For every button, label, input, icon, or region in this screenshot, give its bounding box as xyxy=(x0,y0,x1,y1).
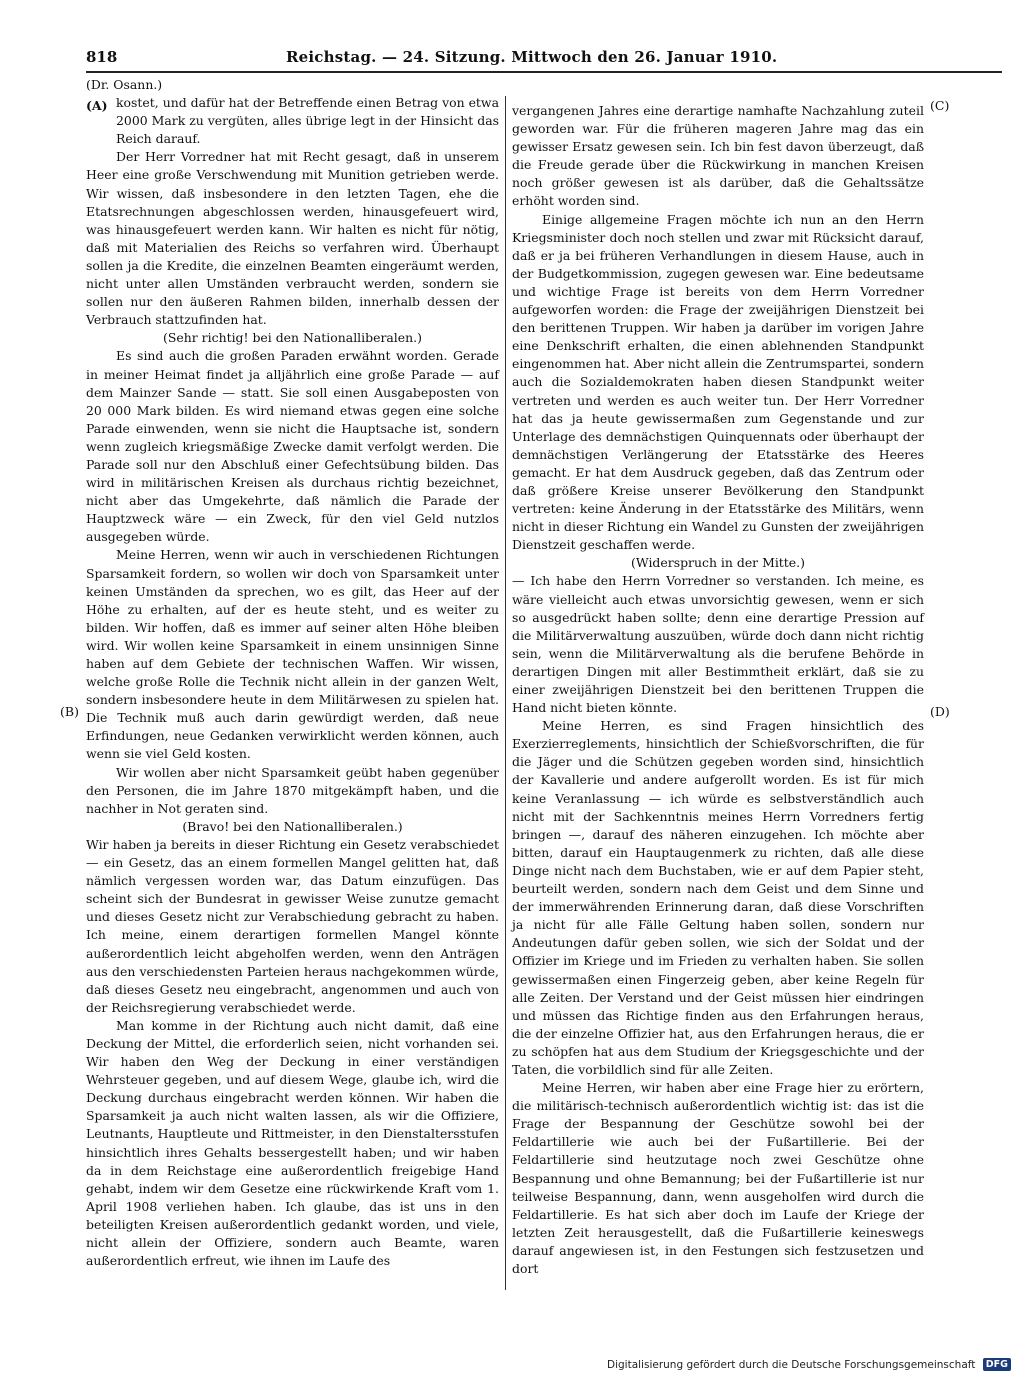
paragraph: Der Herr Vorredner hat mit Recht gesagt, daß in unserem Heer eine große Verschwendung mit Munition getrieben werde. Wir wissen, daß insbesondere in den letzten Tagen, ehe die Etatsrechnungen abgeschlossen werden, hinausgefeuert wird, was hinausgefeuert werden kann. Wir halten es nicht für nötig, daß mit Materialien des Reichs so verfahren wird. Überhaupt sollen ja die Kredite, die einzelnen Beamten eingeräumt werden, nicht unter allen Umständen verbraucht werden, sondern sie sollen nur den äußeren Rahmen bilden, innerhalb dessen der Verbrauch stattzufinden hat. xyxy=(86,149,499,328)
page-number: 818 xyxy=(86,48,118,66)
paragraph: — Ich habe den Herrn Vorredner so verstanden. Ich meine, es wäre vielleicht auch etwas unvorsichtig gewesen, wenn er sich so ausgedrückt haben sollte; denn eine derartige Pression auf die Militärverwaltung auszuüben, würde doch dann nicht richtig sein, wenn die Militärverwaltung als die berufene Behörde in derartigen Dingen mit aller Bestimmtheit erklärt, daß sie zu einer zweijährigen Dienstzeit bei den berittenen Truppen die Hand nicht bieten könnte. xyxy=(512,573,924,716)
margin-marker-b: (B) xyxy=(60,704,79,719)
page-header xyxy=(86,48,1002,70)
footer-text: Digitalisierung gefördert durch die Deutsche Forschungsgemeinschaft xyxy=(607,1359,976,1371)
interjection: (Widerspruch in der Mitte.) xyxy=(631,555,805,571)
margin-marker-a: (A) xyxy=(86,98,108,113)
paragraph: Einige allgemeine Fragen möchte ich nun an den Herrn Kriegsminister doch noch stellen und zwar mit Rücksicht darauf, daß er ja bei früheren Verhandlungen in diesem Hause, auch in der Budgetkommission, zugegen gewesen war. Eine bedeutsame und wichtige Frage ist bereits von dem Herrn Vorredner aufgeworfen worden: die Frage der zweijährigen Dienstzeit bei den berittenen Truppen. Wir haben ja darüber im vorigen Jahre eine Denkschrift erhalten, die einen ablehnenden Standpunkt eingenommen hat. Aber nicht allein die Zentrumspartei, sondern auch die Sozialdemokraten haben diesen Standpunkt weiter vertreten und werden es auch weiter tun. Der Herr Vorredner hat das ja heute gewissermaßen zum Gegenstande und zur Unterlage des demnächstigen Quinquennats oder überhaupt der demnächstigen Verlängerung der Etatsstärke des Heeres gemacht. Er hat dem Ausdruck gegeben, daß das Zentrum oder daß größere Kreise unserer Bevölkerung den Standpunkt vertreten: keine Änderung in der Etatsstärke des Militärs, wenn nicht in dieser Richtung ein Wandel zu Gunsten der zweijährigen Dienstzeit geschaffen werde. xyxy=(512,211,924,553)
margin-marker-c: (C) xyxy=(930,98,950,113)
paragraph: Es sind auch die großen Paraden erwähnt worden. Gerade in meiner Heimat findet ja alljährlich eine große Parade — auf dem Mainzer Sande — statt. Sie soll einen Ausgabeposten von 20 000 Mark bilden. Es wird niemand etwas gegen eine solche Parade einwenden, wenn sie nicht die Hauptsache ist, sondern wenn zugleich kriegsmäßige Zwecke damit verfolgt werden. Die Parade soll nur den Abschluß einer Gefechtsübung bilden. Das wird in militärischen Kreisen als durchaus richtig bezeichnet, nicht aber das Umgekehrte, daß nämlich die Parade der Hauptzweck wäre — ein Zweck, für den viel Geld nutzlos ausgegeben würde. xyxy=(86,348,499,545)
interjection: (Bravo! bei den Nationalliberalen.) xyxy=(182,818,403,834)
paragraph: Meine Herren, es sind Fragen hinsichtlich des Exerzierreglements, hinsichtlich der Schießvorschriften, die für die Jäger und die Schützen gegeben worden sind, hinsichtlich der Kavallerie und andere aufgerollt worden. Es ist für mich keine Veranlassung — ich würde es selbstverständlich auch nicht mit der Sachkenntnis meines Herrn Vorredners fertig bringen —, darauf des näheren einzugehen. Ich möchte aber bitten, darauf ein Hauptaugenmerk zu richten, daß alle diese Dinge nicht nach dem Buchstaben, wie er auf dem Papier steht, beurteilt werden, sondern nach dem Geist und dem Sinne und der immerwährenden Erinnerung daran, daß diese Vorschriften ja nicht für alle Fälle Geltung haben sollen, sondern nur Andeutungen dafür geben sollen, wie sich der Soldat und der Offizier im Kriege und im Frieden zu verhalten haben. Sie sollen gewissermaßen einen Fingerzeig geben, aber keine Regeln für alle Zeiten. Der Verstand und der Geist müssen hier eindringen und müssen das Richtige finden aus den Erfahrungen heraus, die der einzelne Offizier hat, aus den Erfahrungen heraus, die er zu schöpfen hat aus dem Studium der Kriegsgeschichte und der Taten, die vorbildlich sind für alle Zeiten. xyxy=(512,718,924,1077)
left-column xyxy=(86,76,499,1270)
column-divider xyxy=(505,96,506,1290)
paragraph: kostet, und dafür hat der Betreffende einen Betrag von etwa 2000 Mark zu vergüten, alles übrige legt in der Hinsicht das Reich darauf. xyxy=(116,95,499,147)
paragraph: Meine Herren, wenn wir auch in verschiedenen Richtungen Sparsamkeit fordern, so wollen wir doch von Sparsamkeit unter keinen Umständen da sprechen, wo es gilt, das Heer auf der Höhe zu erhalten, auf der es heute steht, und es weiter zu bilden. Wir hoffen, daß es immer auf seiner alten Höhe bleiben wird. Wir wollen keine Sparsamkeit in einem unsinnigen Sinne haben auf dem Gebiete der technischen Waffen. Wir wissen, welche große Rolle die Technik nicht allein in der ganzen Welt, sondern insbesondere heute in dem Militärwesen zu spielen hat. Die Technik muß auch darin gewürdigt werden, daß neue Erfindungen, neue Gedanken verwirklicht werden können, auch wenn sie viel Geld kosten. xyxy=(86,547,499,762)
footer-credit xyxy=(607,1358,1008,1376)
margin-marker-d: (D) xyxy=(930,704,950,719)
interjection: (Sehr richtig! bei den Nationalliberalen.) xyxy=(163,330,422,346)
paragraph: Meine Herren, wir haben aber eine Frage hier zu erörtern, die militärisch-technisch außerordentlich wichtig ist: das ist die Frage der Bespannung der Geschütze sowohl bei der Feldartillerie wie auch bei der Fußartillerie. Bei der Feldartillerie sind heutzutage noch zwei Geschütze ohne Bespannung und ohne Bemannung; bei der Fußartillerie ist nur teilweise Bespannung, dann, wenn ausgeholfen wird durch die Feldartillerie. Es hat sich aber doch im Laufe der Kriege der letzten Zeit herausgestellt, daß die Fußartillerie keineswegs darauf angewiesen ist, in den Festungen sich festzusetzen und dort xyxy=(512,1080,924,1276)
paragraph: vergangenen Jahres eine derartige namhafte Nachzahlung zuteil geworden war. Für die früheren mageren Jahre mag das ein gewisser Ersatz gewesen sein. Ich bin fest davon überzeugt, daß die Freude gerade über die Rückwirkung in manchen Kreisen noch größer gewesen ist als darüber, daß die Gehaltssätze erhöht worden sind. xyxy=(512,103,924,209)
paragraph: Man komme in der Richtung auch nicht damit, daß eine Deckung der Mittel, die erforderlich seien, nicht vorhanden sei. Wir haben den Weg der Deckung in einer verständigen Wehrsteuer gegeben, und auf diesem Wege, glaube ich, wird die Deckung durchaus eingebracht werden können. Wir haben die Sparsamkeit ja auch nicht walten lassen, als wir die Offiziere, Leutnants, Hauptleute und Rittmeister, in den Dienstaltersstufen hinsichtlich ihres Gehalts bessergestellt haben; und wir haben da in dem Reichstage eine außerordentlich freigebige Hand gehabt, indem wir dem Gesetze eine rückwirkende Kraft vom 1. April 1908 verliehen haben. Ich glaube, das ist uns in den beteiligten Kreisen außerordentlich gedankt worden, und viele, nicht allein der Offiziere, sondern auch Beamte, waren außerordentlich erfreut, wie ihnen im Laufe des xyxy=(86,1017,499,1269)
header-rule xyxy=(86,71,1002,73)
speaker-label: (Dr. Osann.) xyxy=(86,77,163,92)
dfg-logo: DFG xyxy=(983,1358,1011,1371)
right-column xyxy=(512,102,924,1278)
paragraph: Wir wollen aber nicht Sparsamkeit geübt haben gegenüber den Personen, die im Jahre 1870 mitgekämpft haben, und die nachher in Not geraten sind. xyxy=(86,764,499,816)
paragraph: Wir haben ja bereits in dieser Richtung ein Gesetz verabschiedet — ein Gesetz, das an einem formellen Mangel gelitten hat, daß nämlich vergessen worden war, das Datum einzufügen. Das scheint sich der Bundesrat in gewisser Weise zunutze gemacht und dieses Gesetz nicht zur Verabschiedung gebracht zu haben. Ich meine, einem derartigen formellen Mangel könnte außerordentlich leicht abgeholfen werden, wenn den Anträgen aus den verschiedensten Parteien heraus nachgekommen würde, daß dieses Gesetz neu eingebracht, angenommen und auch von der Reichsregierung verabschiedet werde. xyxy=(86,836,499,1015)
page-title: Reichstag. — 24. Sitzung. Mittwoch den 26. Januar 1910. xyxy=(286,48,778,66)
